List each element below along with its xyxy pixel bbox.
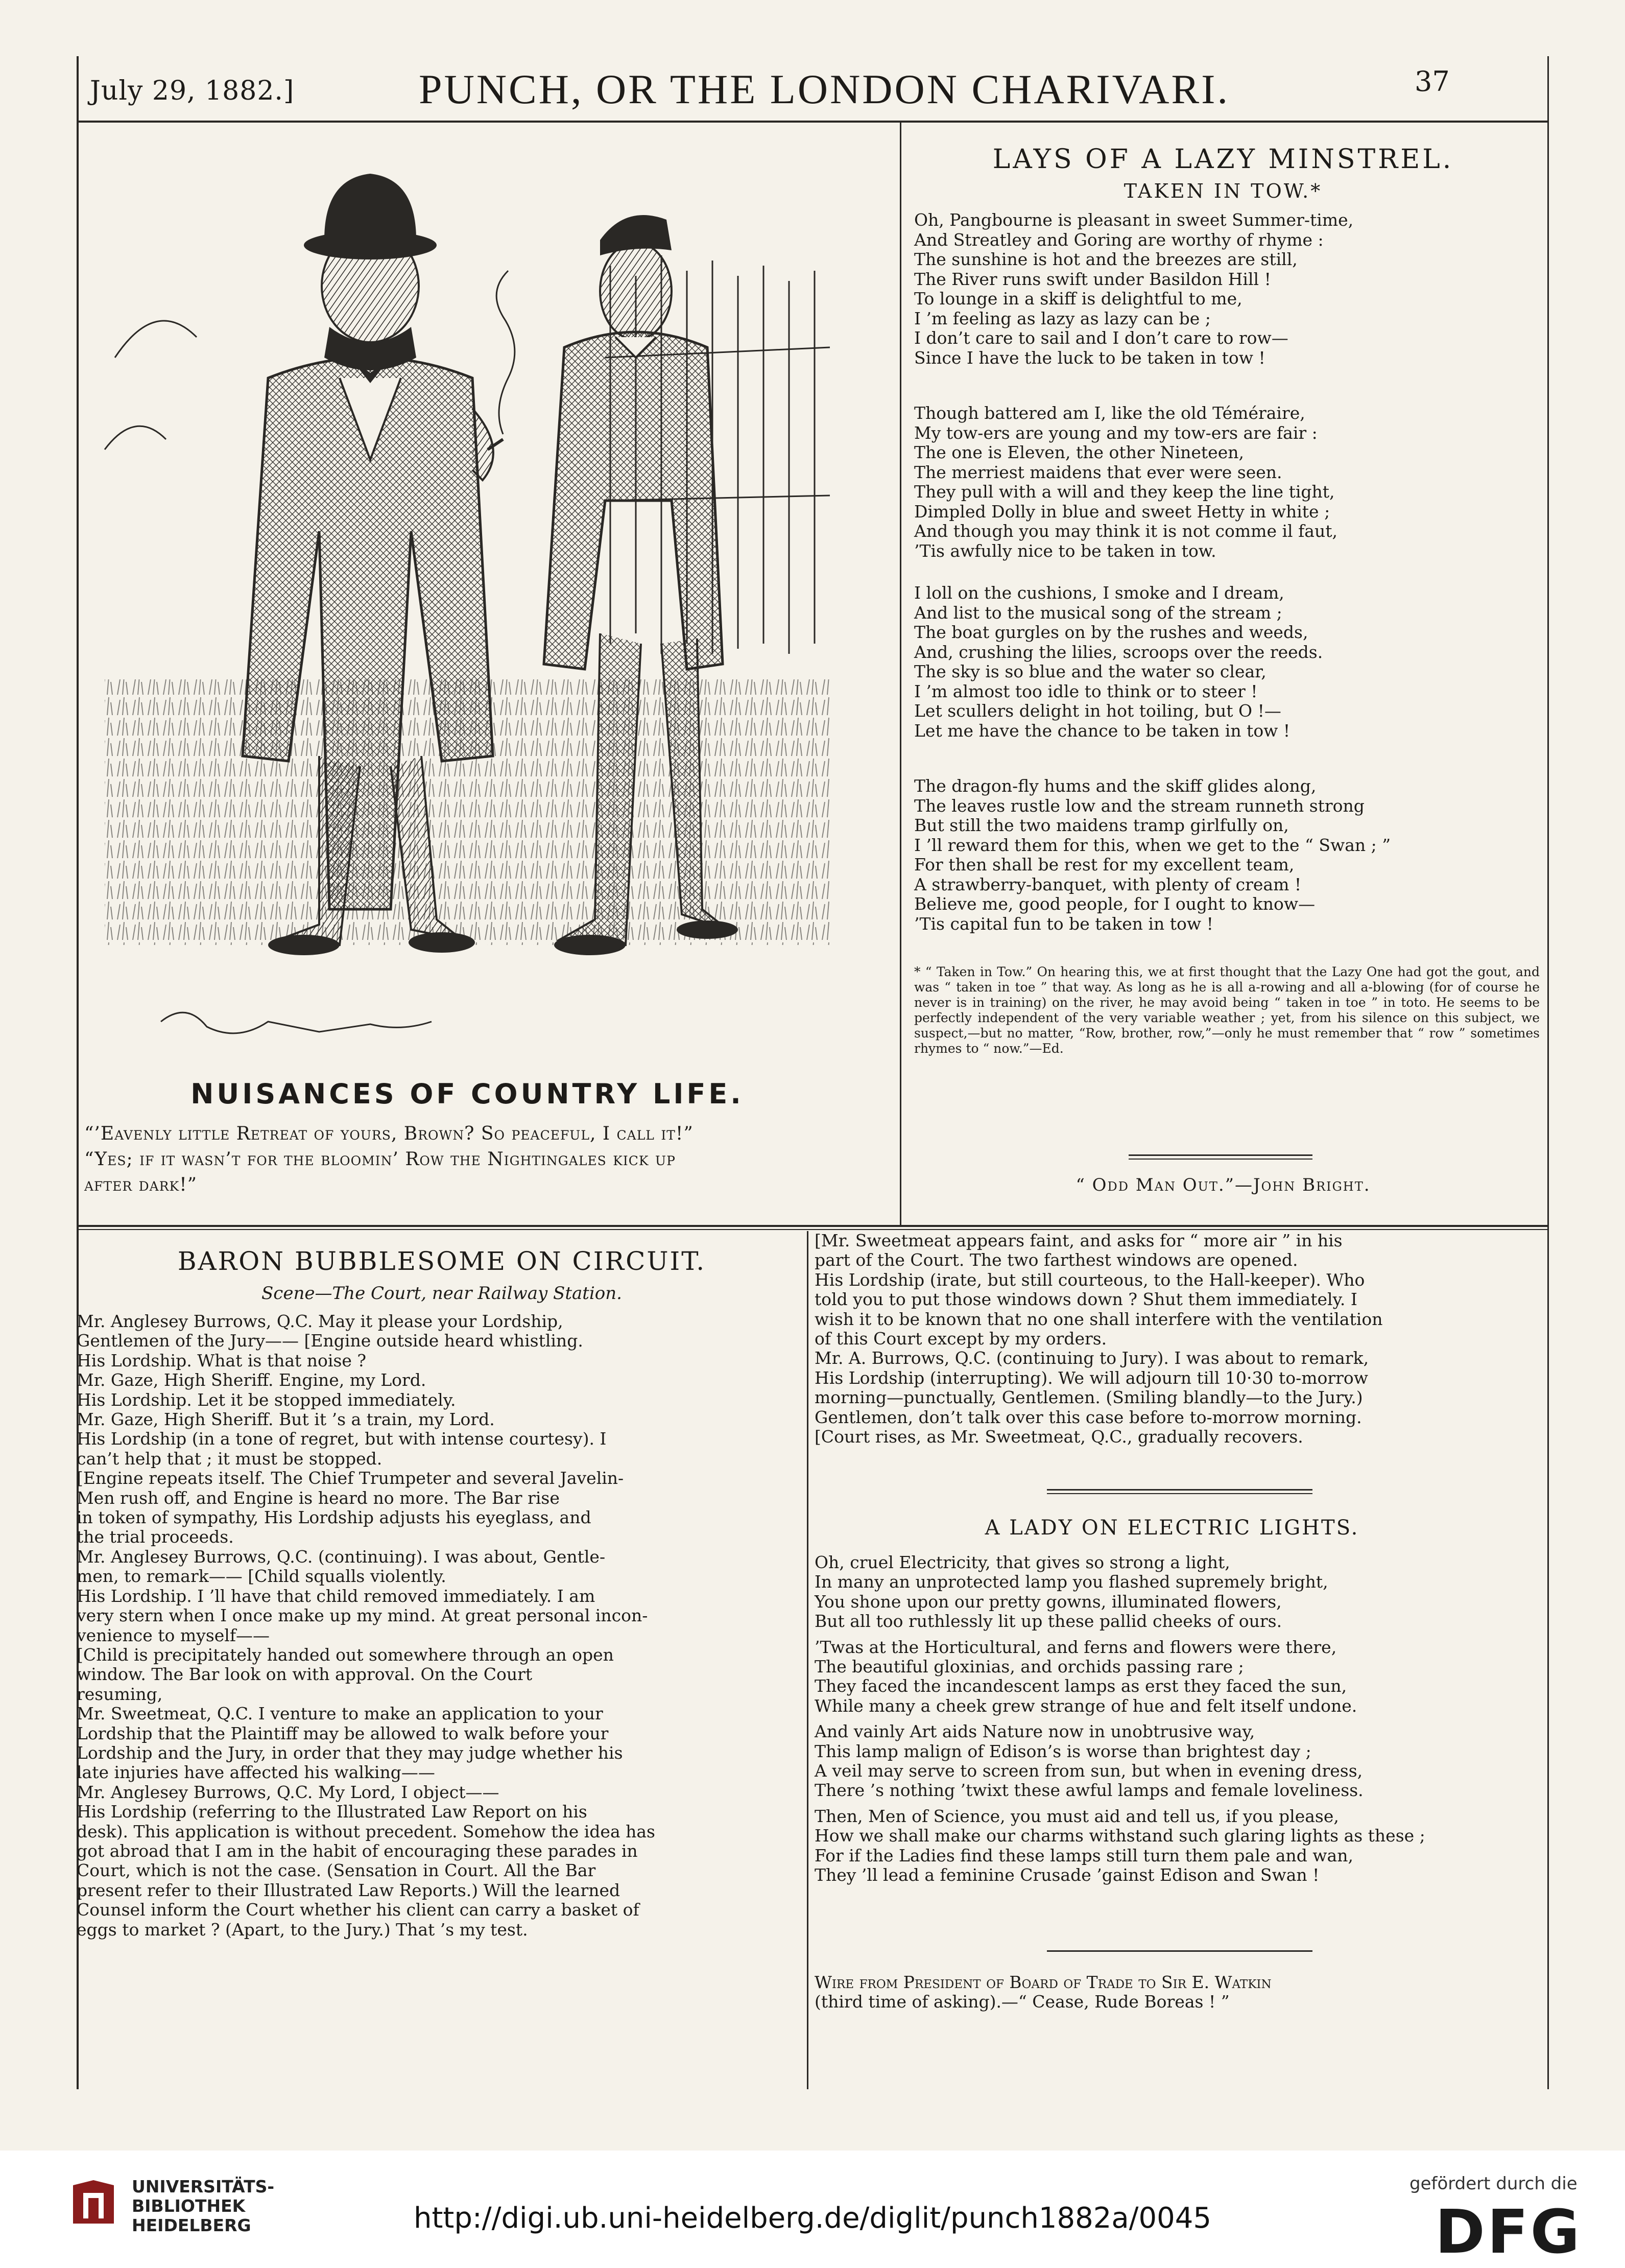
poem-line: I ’m almost too idle to think or to steer ! xyxy=(914,681,1258,701)
poem-line: A strawberry-banquet, with plenty of cream ! xyxy=(914,874,1302,894)
poem-line: I don’t care to sail and I don’t care to row— xyxy=(914,328,1288,348)
baron-continued-line: [Court rises, as Mr. Sweetmeat, Q.C., gradually recovers. xyxy=(815,1427,1303,1447)
poem-line: The sky is so blue and the water so clear, xyxy=(914,662,1266,681)
section-rule-2 xyxy=(77,1229,1547,1230)
lady-stanza xyxy=(815,1638,1540,1716)
baron-line: can’t help that ; it must be stopped. xyxy=(77,1448,383,1469)
baron-line: His Lordship. What is that noise ? xyxy=(77,1350,367,1371)
lady-stanza xyxy=(815,1807,1540,1885)
poem-line: Since I have the luck to be taken in tow ! xyxy=(914,347,1265,368)
lady-divider xyxy=(1047,1489,1312,1491)
baron-scene: Scene—The Court, near Railway Station. xyxy=(261,1283,622,1304)
poem-line: The one is Eleven, the other Nineteen, xyxy=(914,442,1244,462)
poem-line: The boat gurgles on by the rushes and weeds, xyxy=(914,622,1308,642)
poem-line: Believe me, good people, for I ought to know— xyxy=(914,894,1316,914)
cartoon-caption-line-1: “’Eavenly little Retreat of yours, Brown? So peaceful, I call it!” xyxy=(84,1123,694,1144)
wire-divider xyxy=(1047,1950,1312,1952)
baron-line: [Child is precipitately handed out somewhere through an open xyxy=(77,1644,614,1665)
poem-stanza-2 xyxy=(914,404,1547,561)
poem-line: The River runs swift under Basildon Hill ! xyxy=(914,269,1271,289)
baron-continued-line: Gentlemen, don’t talk over this case before to-morrow morning. xyxy=(815,1407,1362,1427)
poem-divider xyxy=(1129,1154,1312,1156)
lady-poem-line: For if the Ladies find these lamps still turn them pale and wan, xyxy=(815,1845,1353,1865)
lady-poem-title: A LADY ON ELECTRIC LIGHTS. xyxy=(985,1516,1359,1540)
poem-line: The leaves rustle low and the stream runneth strong xyxy=(914,795,1365,816)
lady-poem-line: ’Twas at the Horticultural, and ferns and flowers were there, xyxy=(815,1637,1337,1657)
baron-continued-line: wish it to be known that no one shall interfere with the ventilation xyxy=(815,1309,1383,1329)
wire-paragraph xyxy=(815,1973,1540,2012)
wire-line-1: Wire from President of Board of Trade to Sir E. Watkin xyxy=(815,1972,1272,1992)
poem-divider-2 xyxy=(1129,1159,1312,1160)
lady-poem-line: In many an unprotected lamp you flashed supremely bright, xyxy=(815,1572,1328,1592)
poem-stanza-3 xyxy=(914,583,1547,741)
poem-line: The merriest maidens that ever were seen. xyxy=(914,462,1282,482)
baron-line: the trial proceeds. xyxy=(77,1527,234,1547)
baron-text xyxy=(77,1312,802,1940)
baron-line: resuming, xyxy=(77,1684,163,1704)
poem-stanza-4 xyxy=(914,776,1547,934)
lady-poem-line: Then, Men of Science, you must aid and tell us, if you please, xyxy=(815,1806,1339,1826)
poem-line: Let scullers delight in hot toiling, but O !— xyxy=(914,701,1281,721)
baron-line: Men rush off, and Engine is heard no more. The Bar rise xyxy=(77,1487,560,1508)
issue-date: July 29, 1882.] xyxy=(90,76,295,106)
poem-line: They pull with a will and they keep the line tight, xyxy=(914,482,1335,502)
poem-line: And though you may think it is not comme il faut, xyxy=(914,521,1337,541)
masthead-title: PUNCH, OR THE LONDON CHARIVARI. xyxy=(419,66,1230,112)
poem-line: And Streatley and Goring are worthy of rhyme : xyxy=(914,229,1324,250)
baron-continued-line: morning—punctually, Gentlemen. (Smiling blandly—to the Jury.) xyxy=(815,1387,1363,1408)
lady-poem-line: But all too ruthlessly lit up these pallid cheeks of ours. xyxy=(815,1611,1282,1632)
poem-stanza-1 xyxy=(914,210,1547,368)
baron-line: Mr. Anglesey Burrows, Q.C. (continuing). I was about, Gentle- xyxy=(77,1546,606,1567)
poem-line: My tow-ers are young and my tow-ers are fair : xyxy=(914,422,1318,443)
baron-line: Lordship that the Plaintiff may be allowed to walk before your xyxy=(77,1723,609,1743)
baron-line: in token of sympathy, His Lordship adjusts his eyeglass, and xyxy=(77,1507,591,1528)
baron-continued-line: told you to put those windows down ? Shut them immediately. I xyxy=(815,1289,1357,1310)
baron-line: window. The Bar look on with approval. On the Court xyxy=(77,1664,533,1685)
baron-line: [Engine repeats itself. The Chief Trumpeter and several Javelin- xyxy=(77,1468,624,1489)
lady-poem-line: How we shall make our charms withstand such glaring lights as these ; xyxy=(815,1826,1425,1846)
poem-line: I ’m feeling as lazy as lazy can be ; xyxy=(914,308,1211,328)
baron-line: Mr. Gaze, High Sheriff. But it ’s a train, my Lord. xyxy=(77,1409,495,1430)
lady-divider-2 xyxy=(1047,1493,1312,1494)
lady-poem-line: While many a cheek grew strange of hue and felt itself undone. xyxy=(815,1695,1357,1716)
source-url[interactable]: http://digi.ub.uni-heidelberg.de/diglit/punch1882a/0045 xyxy=(413,2202,1212,2235)
baron-line: got abroad that I am in the habit of encouraging these parades in xyxy=(77,1840,638,1861)
lady-poem-line: And vainly Art aids Nature now in unobtrusive way, xyxy=(815,1721,1255,1742)
baron-line: Mr. Anglesey Burrows, Q.C. My Lord, I object—— xyxy=(77,1782,499,1802)
poem-line: I ’ll reward them for this, when we get to the “ Swan ; ” xyxy=(914,835,1391,855)
poem-line: Oh, Pangbourne is pleasant in sweet Summer-time, xyxy=(914,210,1354,230)
baron-line: Gentlemen of the Jury—— [Engine outside heard whistling. xyxy=(77,1331,583,1351)
poem-line: But still the two maidens tramp girlfully on, xyxy=(914,815,1289,835)
lady-poem-line: They faced the incandescent lamps as erst they faced the sun, xyxy=(815,1676,1347,1696)
poem-line: ’Tis capital fun to be taken in tow ! xyxy=(914,913,1213,934)
poem-subtitle: TAKEN IN TOW.* xyxy=(1124,180,1323,202)
poem-line: Though battered am I, like the old Téméraire, xyxy=(914,403,1305,423)
baron-line: His Lordship. I ’ll have that child removed immediately. I am xyxy=(77,1586,595,1606)
baron-line: His Lordship (referring to the Illustrated Law Report on his xyxy=(77,1802,587,1822)
baron-line: men, to remark—— [Child squalls violently. xyxy=(77,1566,446,1587)
lady-poem-line: Oh, cruel Electricity, that gives so strong a light, xyxy=(815,1552,1230,1572)
poem-line: Dimpled Dolly in blue and sweet Hetty in white ; xyxy=(914,501,1330,522)
baron-continued-line: of this Court except by my orders. xyxy=(815,1329,1107,1349)
odd-man-out: “ Odd Man Out.”—John Bright. xyxy=(1076,1175,1371,1195)
lady-stanza xyxy=(815,1553,1540,1632)
baron-line: present refer to their Illustrated Law Reports.) Will the learned xyxy=(77,1880,620,1900)
baron-line: His Lordship (in a tone of regret, but with intense courtesy). I xyxy=(77,1429,607,1449)
poem-line: I loll on the cushions, I smoke and I dream, xyxy=(914,583,1284,603)
baron-line: His Lordship. Let it be stopped immediately. xyxy=(77,1389,456,1410)
baron-line: late injuries have affected his walking—— xyxy=(77,1762,435,1783)
outer-frame-right xyxy=(1547,56,1549,2089)
baron-line: eggs to market ? (Apart, to the Jury.) That ’s my test. xyxy=(77,1919,528,1940)
poem-line: For then shall be rest for my excellent team, xyxy=(914,855,1295,875)
lady-poem-line: You shone upon our pretty gowns, illuminated flowers, xyxy=(815,1591,1282,1612)
poem-line: To lounge in a skiff is delightful to me, xyxy=(914,289,1242,309)
cartoon-title: NUISANCES OF COUNTRY LIFE. xyxy=(190,1078,744,1110)
poem-title: LAYS OF A LAZY MINSTREL. xyxy=(992,144,1454,175)
lady-poem-line: A veil may serve to screen from sun, but when in evening dress, xyxy=(815,1761,1363,1781)
baron-line: desk). This application is without precedent. Somehow the idea has xyxy=(77,1821,655,1841)
baron-continued-line: His Lordship (interrupting). We will adjourn till 10·30 to-morrow xyxy=(815,1367,1369,1388)
baron-line: Counsel inform the Court whether his client can carry a basket of xyxy=(77,1900,639,1920)
section-rule xyxy=(77,1225,1547,1227)
lady-poem-line: This lamp malign of Edison’s is worse than brightest day ; xyxy=(815,1741,1311,1761)
baron-line: venience to myself—— xyxy=(77,1625,270,1645)
baron-continued-text xyxy=(815,1231,1540,1447)
lady-stanza xyxy=(815,1722,1540,1801)
baron-line: Mr. Anglesey Burrows, Q.C. May it please your Lordship, xyxy=(77,1311,563,1331)
cartoon-illustration xyxy=(84,143,850,1078)
dfg-logo: DFG xyxy=(1435,2196,1582,2267)
baron-line: Court, which is not the case. (Sensation in Court. All the Bar xyxy=(77,1860,596,1881)
poem-footnote: * “ Taken in Tow.” On hearing this, we at first thought that the Lazy One had got the gout, and was “ taken in toe ” that way. As long as he is all a-rowing and all a-blowing (for of course he never is in training) on the river, he may avoid being “ taken in toe ” in toto. He seems to be perfectly independent of the very variable weather ; yet, from his silence on this subject, we suspect,—but no matter, “Row, brother, row,”—only he must remember that “ row ” sometimes rhymes to “ now.”—Ed. xyxy=(914,964,1540,1056)
cartoon-caption-line-3: after dark!” xyxy=(84,1174,198,1195)
baron-continued-line: part of the Court. The two farthest windows are opened. xyxy=(815,1250,1298,1270)
baron-title: BARON BUBBLESOME ON CIRCUIT. xyxy=(177,1246,706,1276)
column-rule-bottom xyxy=(807,1231,808,2089)
artist-signature xyxy=(161,1012,432,1033)
poem-line: ’Tis awfully nice to be taken in tow. xyxy=(914,540,1216,561)
wire-line-2: (third time of asking).—“ Cease, Rude Boreas ! ” xyxy=(815,1992,1230,2012)
baron-line: very stern when I once make up my mind. At great personal incon- xyxy=(77,1605,648,1626)
poem-line: And, crushing the lilies, scroops over the reeds. xyxy=(914,642,1323,662)
header-rule xyxy=(77,121,1547,123)
poem-line: The dragon-fly hums and the skiff glides along, xyxy=(914,776,1317,796)
cartoon-caption-line-2: “Yes; if it wasn’t for the bloomin’ Row the Nightingales kick up xyxy=(84,1149,676,1170)
baron-continued-line: Mr. A. Burrows, Q.C. (continuing to Jury). I was about to remark, xyxy=(815,1348,1369,1368)
lady-poem-line: The beautiful gloxinias, and orchids passing rare ; xyxy=(815,1657,1244,1677)
baron-continued-line: [Mr. Sweetmeat appears faint, and asks for “ more air ” in his xyxy=(815,1231,1343,1250)
lady-poem-line: There ’s nothing ’twixt these awful lamps and female loveliness. xyxy=(815,1780,1364,1801)
page-number: 37 xyxy=(1415,65,1450,98)
baron-continued-line: His Lordship (irate, but still courteous, to the Hall-keeper). Who xyxy=(815,1269,1365,1290)
funded-by-label: gefördert durch die xyxy=(1409,2174,1578,2194)
university-name: UNIVERSITÄTS- BIBLIOTHEK HEIDELBERG xyxy=(132,2177,275,2235)
baron-line: Mr. Sweetmeat, Q.C. I venture to make an application to your xyxy=(77,1704,603,1724)
lady-poem-line: They ’ll lead a feminine Crusade ’gainst Edison and Swan ! xyxy=(815,1865,1320,1885)
baron-line: Mr. Gaze, High Sheriff. Engine, my Lord. xyxy=(77,1370,426,1390)
poem-line: Let me have the chance to be taken in tow ! xyxy=(914,720,1291,741)
column-rule-top xyxy=(900,123,901,1226)
lady-poem-text xyxy=(815,1553,1540,1892)
baron-line: Lordship and the Jury, in order that they may judge whether his xyxy=(77,1742,623,1763)
poem-line: The sunshine is hot and the breezes are still, xyxy=(914,249,1298,269)
poem-line: And list to the musical song of the stream ; xyxy=(914,602,1282,623)
